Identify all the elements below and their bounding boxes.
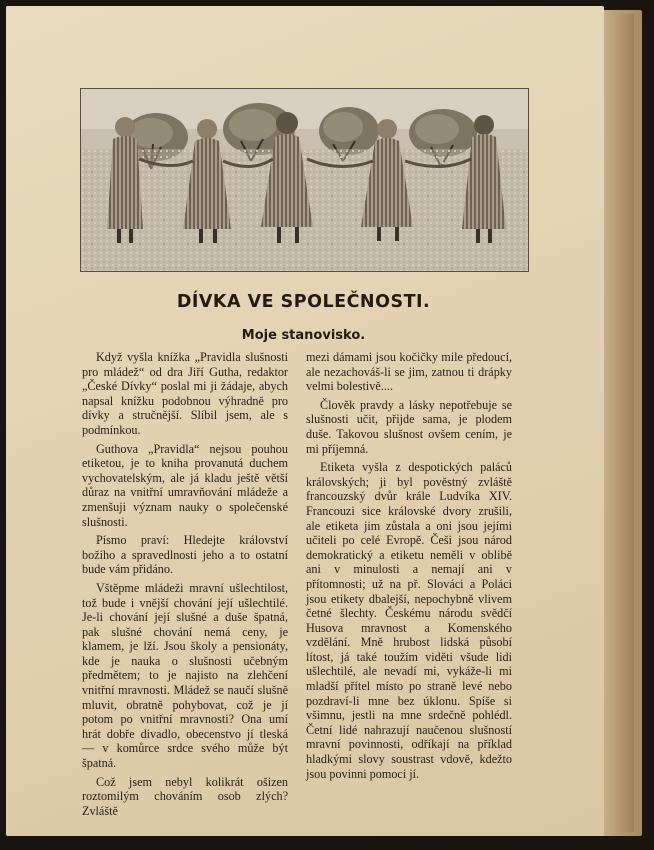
- header-illustration: [80, 88, 529, 272]
- paragraph: mezi dámami jsou kočičky mile předoucí, ale nezachováš-li se jim, zatnou ti drápky velmi bolestivě....: [306, 350, 512, 394]
- left-column: [82, 350, 288, 822]
- paragraph: Etiketa vyšla z despotických paláců královských; ji byl pověstný zvláště francouzský dvůr krále Ludvíka XIV. Francouzi sice královské dvory zrušili, ale etiketa jim zůstala a oni jsou jejími učiteli po celé Evropě. Češi jsou národ demokratický a etiketu neměli v oblibě ani v minulosti a nemají ani v přítomnosti; už na př. Slováci a Poláci jsou etikety dbalejší, nepochybně vlivem četné šlechty. Českému národu svědčí Husova mravnost a Komenského vzdělání. Mně hrubost lidská působí lítost, já také toužím viděti všude lidi ušlechtilé, ale nevadí mi, vykáže-li mi mladší přítel místo po straně levé nebo pozdraví-li mne bez úklonu. Spíše si všimnu, jestli na mne srdečně pohlédl. Četní lidé nahrazují naučenou slušností mravní povinnosti, odříkají na příklad hladkými slovy soustrast vdově, kdežto jsou povinni pomoci jí.: [306, 460, 512, 781]
- page-edge-inner: [612, 14, 634, 832]
- paragraph: Vštěpme mládeži mravní ušlechtilost, tož bude i vnější chování její ušlechtilé. Je-li chování její slušné a duše špatná, pak slušné chování nemá ceny, je klamem, je lží. Jsou školy a pensionáty, kde je nauka o slušnosti učebným předmětem; to je najisto na zlehčení vnitřní mravnosti. Mládež se naučí slušně mluvit, obratně pohybovat, což je jí potom po vnitřní mravnosti? Ona umí hrát dobře divadlo, obecenstvo jí tleská — v komůrce srdce svého může být špatná.: [82, 580, 288, 771]
- paragraph: Když vyšla knížka „Pravidla slušnosti pro mládež“ od dra Jiří Gutha, redaktor „České Dívky“ poslal mi ji žádaje, abych napsal knížku podobnou výhradně pro dívky a stručnější. Slíbil jsem, ale s podmínkou.: [82, 350, 288, 437]
- article-title: DÍVKA VE SPOLEČNOSTI.: [176, 292, 431, 312]
- paragraph: Guthova „Pravidla“ nejsou pouhou etiketou, je to kniha provanutá duchem vychovatelským, ale já kladu ještě větší důraz na vnitřní umravňování mládeže a zmenšuji význam nauky o společenské slušnosti.: [82, 441, 288, 529]
- paragraph: Člověk pravdy a lásky nepotřebuje se slušnosti učit, přijde sama, je plodem duše. Takovou slušnost ovšem cením, je mi příjemná.: [306, 397, 512, 456]
- paragraph: Což jsem nebyl kolikrát ošizen roztomilým chováním osob zlých? Zvláště: [82, 774, 288, 818]
- right-column: [306, 350, 512, 785]
- article-subtitle: Moje stanovisko.: [241, 328, 366, 343]
- paragraph: Písmo praví: Hledejte království božího a spravedlnosti jeho a to ostatní bude vám přidáno.: [82, 533, 288, 577]
